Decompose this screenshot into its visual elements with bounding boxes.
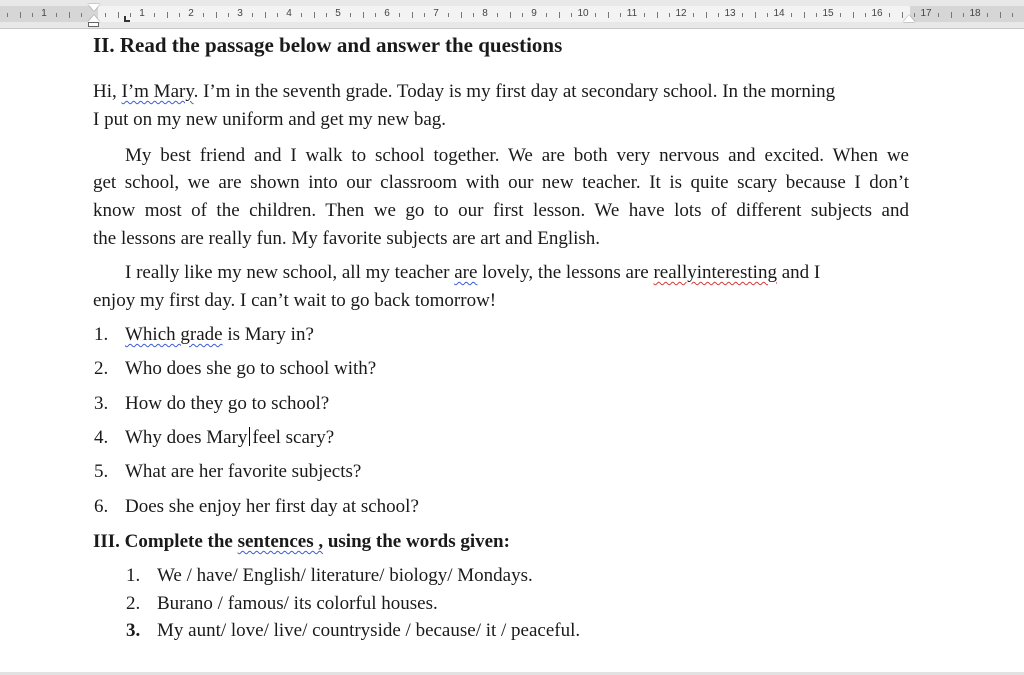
ruler-tick [963, 13, 964, 17]
para3-text-b: lovely, the lessons are [477, 262, 654, 283]
ruler-tick [179, 13, 180, 17]
ruler-number: 10 [577, 8, 589, 19]
ruler-number: 12 [675, 8, 687, 19]
para3-text-c: and I [776, 262, 821, 283]
ruler-number: 1 [139, 8, 145, 19]
ruler-tick [706, 12, 707, 18]
ruler-number: 11 [626, 8, 638, 19]
ruler-tick [1012, 13, 1013, 17]
tab-stop-marker[interactable] [124, 16, 130, 22]
ruler-tick [412, 12, 413, 18]
grammar-flag-sentences[interactable]: sentences , [237, 531, 324, 552]
ruler-tick [497, 13, 498, 17]
question-3-number: 3. [94, 393, 109, 414]
sentence-2-text: Burano / famous/ its colorful houses. [157, 593, 438, 614]
para1-line2: I put on my new uniform and get my new bag. [93, 109, 447, 130]
question-2-number: 2. [94, 358, 109, 379]
ruler-tick [252, 13, 253, 17]
ruler-tick [742, 13, 743, 17]
sentence-1 [126, 564, 533, 588]
ruler-tick [546, 13, 547, 17]
ruler-tick [473, 13, 474, 17]
question-4-text-a: Why does Mary [125, 427, 248, 448]
sentence-3-text: My aunt/ love/ live/ countryside / because/ it / peaceful. [157, 620, 581, 641]
spelling-flag-reallyinteresting[interactable]: reallyinteresting [653, 262, 777, 283]
ruler-number: 9 [531, 8, 537, 19]
para2-line1: My best friend and I walk to school together. We are both very nervous and excited. When we [125, 145, 909, 166]
question-1-text: is Mary in? [222, 324, 314, 345]
ruler-number: 5 [335, 8, 341, 19]
ruler-tick [216, 12, 217, 18]
ruler-number: 4 [286, 8, 292, 19]
sentence-1-number: 1. [126, 565, 141, 586]
question-6 [94, 495, 419, 519]
para1-greeting: Hi, [93, 81, 122, 102]
grammar-flag-are[interactable]: are [454, 262, 478, 283]
question-4-text-b: feel scary? [252, 427, 335, 448]
ruler-tick [693, 13, 694, 17]
grammar-flag-name[interactable]: I’m Mary [121, 81, 194, 102]
ruler-tick [865, 13, 866, 17]
para2-line4: the lessons are really fun. My favorite subjects are art and English. [93, 228, 601, 249]
para3-line2: enjoy my first day. I can’t wait to go back tomorrow! [93, 290, 497, 311]
hanging-indent-marker[interactable] [88, 15, 100, 22]
sentence-3 [126, 619, 580, 643]
ruler-number: 17 [920, 8, 932, 19]
ruler-tick [326, 13, 327, 17]
para3-line1 [125, 261, 909, 285]
sentence-3-number: 3. [126, 620, 141, 641]
para1-line1 [93, 80, 909, 104]
section-iii-text-a: III. Complete the [93, 531, 238, 552]
ruler-number: 2 [188, 8, 194, 19]
ruler-tick [203, 13, 204, 17]
ruler-tick [7, 13, 8, 17]
left-indent-marker[interactable] [88, 22, 99, 27]
ruler-tick [938, 13, 939, 17]
ruler-number: 16 [871, 8, 883, 19]
ruler-tick [644, 13, 645, 17]
ruler-tick [69, 12, 70, 18]
section-ii-heading: II. Read the passage below and answer the questions [93, 33, 563, 57]
ruler-tick [840, 13, 841, 17]
ruler-tick [118, 12, 119, 18]
ruler-tick [56, 13, 57, 17]
ruler-tick [571, 13, 572, 17]
ruler-number: 6 [384, 8, 390, 19]
ruler-tick [595, 13, 596, 17]
ruler-tick [399, 13, 400, 17]
ruler-tick [228, 13, 229, 17]
ruler-tick [448, 13, 449, 17]
ruler-tick [889, 13, 890, 17]
ruler-tick [669, 13, 670, 17]
ruler-tick [130, 13, 131, 17]
horizontal-ruler[interactable] [0, 0, 1024, 29]
question-5-number: 5. [94, 461, 109, 482]
ruler-tick [350, 13, 351, 17]
ruler-tick [265, 12, 266, 18]
text-cursor [249, 427, 250, 446]
question-2 [94, 357, 376, 381]
ruler-tick [718, 13, 719, 17]
section-iii-text-b: using the words given: [323, 531, 510, 552]
ruler-tick [375, 13, 376, 17]
ruler-number-left: 1 [41, 8, 47, 19]
para3-text-a: I really like my new school, all my teacher [125, 262, 455, 283]
ruler-tick [32, 13, 33, 17]
ruler-tick [81, 13, 82, 17]
ruler-tick [20, 12, 21, 18]
ruler-number: 13 [724, 8, 736, 19]
question-3 [94, 392, 329, 416]
para1-line1-rest: . I’m in the seventh grade. Today is my first day at secondary school. In the morning [193, 81, 836, 102]
ruler-number: 3 [237, 8, 243, 19]
sentence-1-text: We / have/ English/ literature/ biology/ Mondays. [157, 565, 533, 586]
para2-line3: know most of the children. Then we go to our first lesson. We have lots of different subjects and [93, 200, 909, 221]
ruler-number: 18 [969, 8, 981, 19]
question-1 [94, 323, 314, 347]
ruler-tick [951, 12, 952, 18]
ruler-tick [987, 13, 988, 17]
para2-line2: get school, we are shown into our classroom with our new teacher. It is quite scary because I don’t [93, 172, 909, 193]
ruler-tick [510, 12, 511, 18]
ruler-tick [853, 12, 854, 18]
question-4-number: 4. [94, 427, 109, 448]
question-4 [94, 426, 334, 450]
ruler-tick [277, 13, 278, 17]
question-6-number: 6. [94, 496, 109, 517]
ruler-tick [424, 13, 425, 17]
ruler-tick [559, 12, 560, 18]
ruler-tick [657, 12, 658, 18]
first-line-indent-marker[interactable] [88, 4, 100, 11]
ruler-tick [167, 12, 168, 18]
ruler-number: 8 [482, 8, 488, 19]
ruler-tick [154, 13, 155, 17]
ruler-tick [314, 12, 315, 18]
ruler-number: 7 [433, 8, 439, 19]
ruler-tick [755, 12, 756, 18]
ruler-tick [791, 13, 792, 17]
ruler-tick [804, 12, 805, 18]
para1-line1-text [93, 80, 835, 104]
question-5 [94, 460, 361, 484]
ruler-tick [461, 12, 462, 18]
question-3-text: How do they go to school? [125, 393, 330, 414]
question-2-text: Who does she go to school with? [125, 358, 377, 379]
document-page[interactable] [0, 28, 1024, 675]
question-5-text: What are her favorite subjects? [125, 461, 362, 482]
sentence-2 [126, 592, 438, 616]
right-indent-marker[interactable] [903, 15, 915, 22]
section-iii-heading [93, 530, 510, 554]
ruler-number: 14 [773, 8, 785, 19]
ruler-tick [816, 13, 817, 17]
ruler-tick [608, 12, 609, 18]
ruler-tick [1000, 12, 1001, 18]
grammar-flag-which-grade[interactable]: Which grade [125, 324, 223, 345]
ruler-tick [522, 13, 523, 17]
sentence-2-number: 2. [126, 593, 141, 614]
question-6-text: Does she enjoy her first day at school? [125, 496, 419, 517]
ruler-number: 15 [822, 8, 834, 19]
ruler-tick [301, 13, 302, 17]
question-1-number: 1. [94, 324, 109, 345]
ruler-tick [105, 13, 106, 17]
ruler-tick [620, 13, 621, 17]
ruler-left-margin [0, 6, 98, 22]
ruler-tick [767, 13, 768, 17]
ruler-tick [363, 12, 364, 18]
